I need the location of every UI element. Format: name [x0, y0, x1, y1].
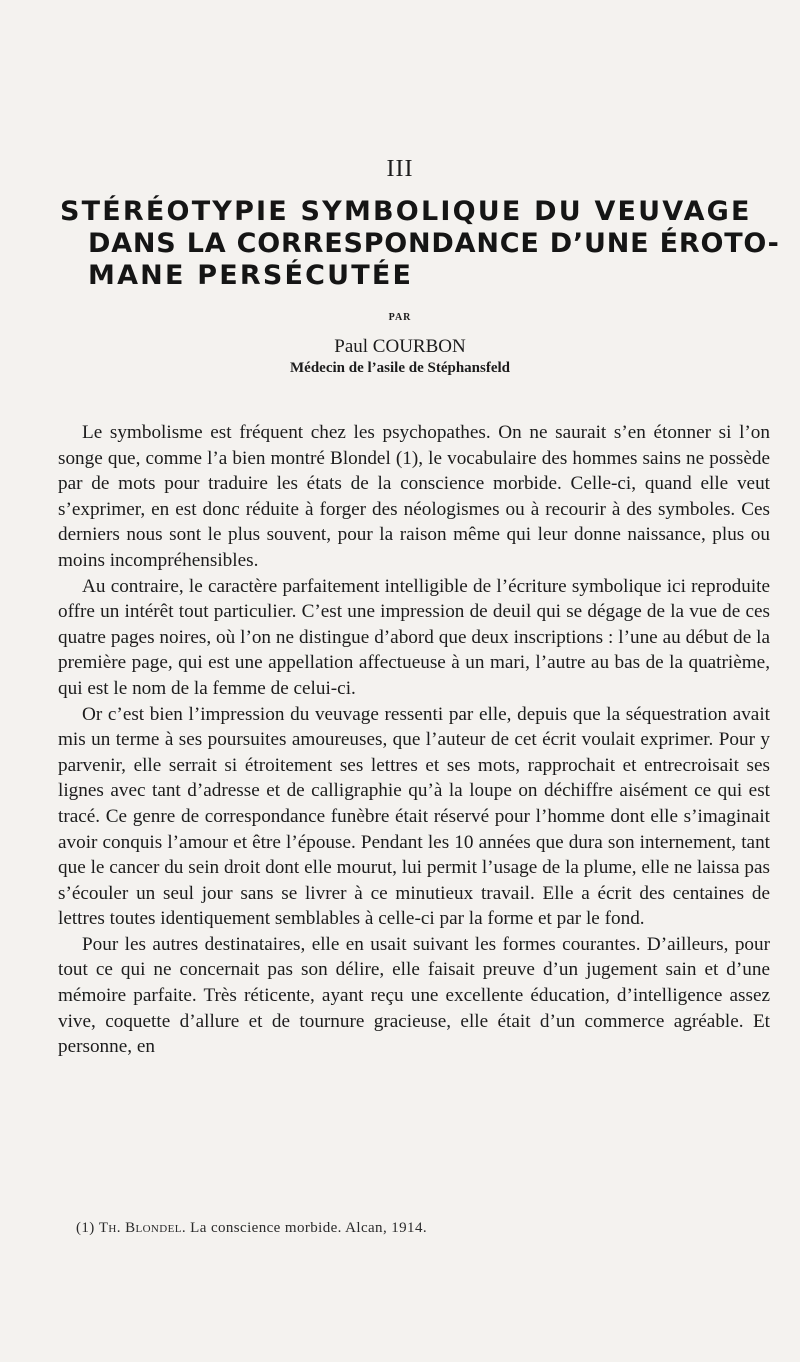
title-line-3: MANE PERSÉCUTÉE: [88, 260, 414, 291]
title-line-2: DANS LA CORRESPONDANCE D’UNE ÉROTO-: [88, 228, 780, 259]
title-line-1: STÉRÉOTYPIE SYMBOLIQUE DU VEUVAGE: [60, 196, 752, 227]
chapter-number: III: [386, 156, 414, 182]
footnote-author: Th. Blondel.: [98, 1220, 187, 1236]
paragraph-2: Au contraire, le caractère parfaitement intelligible de l’écriture symbolique ici reproduite offre un intérêt tout particulier. C’est une impression de deuil qui se dégage de la vue de ces quatre pages noires, où l’on ne distingue d’abord que deux inscriptions : l’une au début de la première page, qui est une appellation affectueuse à un mari, l’autre au bas de la quatrième, qui est le nom de la femme de celui-ci.: [58, 575, 770, 699]
paragraph-3: Or c’est bien l’impression du veuvage ressenti par elle, depuis que la séquestration avait mis un terme à ses poursuites amoureuses, que l’auteur de cet écrit voulait exprimer. Pour y parvenir, elle serrait si étroitement ses lettres et ses mots, rapprochait et entrecroisait ses lignes avec tant d’adresse et de calligraphie qu’à la loupe on déchiffre aisément ce qui est tracé. Ce genre de correspondance funèbre était réservé pour l’homme dont elle s’imaginait avoir conquis l’amour et être l’épouse. Pendant les 10 années que dura son internement, tant que le cancer du sein droit dont elle mourut, lui permit l’usage de la plume, elle ne laissa pas s’écouler un seul jour sans se livrer à ce minutieux travail. Elle a écrit des centaines de lettres toutes identiquement semblables à celle-ci par la forme et par le fond.: [58, 703, 770, 930]
byline-par: PAR: [388, 312, 412, 323]
article-title: [60, 196, 780, 292]
footnote-marker: (1): [76, 1220, 95, 1236]
footnote-text: La conscience morbide. Alcan, 1914.: [190, 1220, 428, 1236]
author-name: Paul COURBON: [334, 336, 466, 357]
paragraph-1: Le symbolisme est fréquent chez les psychopathes. On ne saurait s’en étonner si l’on songe que, comme l’a bien montré Blondel (1), le vocabulaire des hommes sains ne possède par de mots pour traduire les états de la conscience morbide. Celle-ci, quand elle veut s’exprimer, en est donc réduite à forger des néologismes ou à recourir à des symboles. Ces derniers nous sont le plus souvent, pour la raison même qui leur donne naissance, plus ou moins incompréhensibles.: [58, 422, 770, 571]
paragraph-4: Pour les autres destinataires, elle en usait suivant les formes courantes. D’ailleurs, pour tout ce qui ne concernait pas son délire, elle faisait preuve d’un jugement sain et d’une mémoire parfaite. Très réticente, ayant reçu une excellente éducation, d’intelligence assez vive, coquette d’allure et de tournure gracieuse, elle était d’un commerce agréable. Et personne, en: [58, 933, 770, 1058]
article-body: [58, 420, 770, 1060]
author-affiliation: Médecin de l’asile de Stéphansfeld: [290, 360, 510, 376]
footnote: [76, 1220, 756, 1237]
